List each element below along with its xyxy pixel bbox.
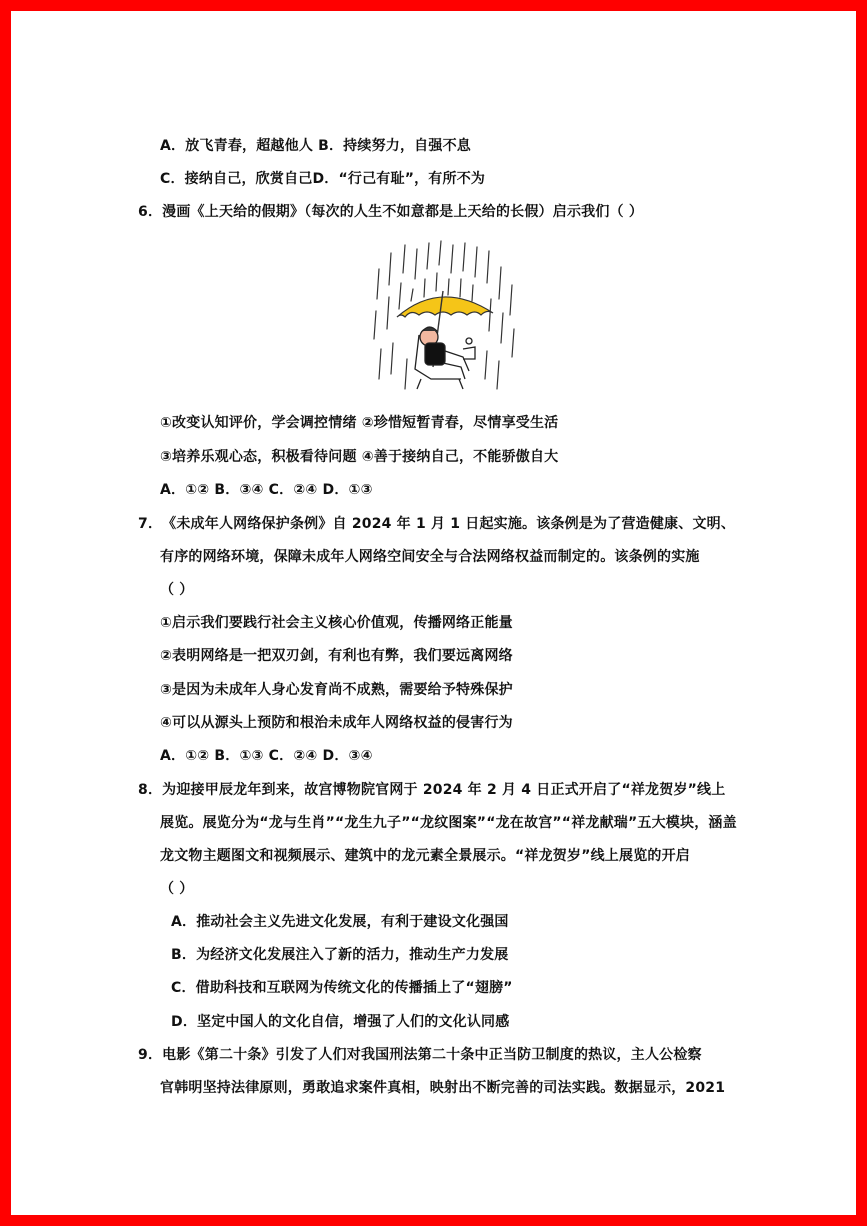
question-6-stem [138,202,643,222]
question-8-stem-line-4: （ ） [160,881,194,897]
question-8-text: 为迎接甲辰龙年到来，故宫博物院官网于 2024 年 2 月 4 日正式开启了“祥龙贺岁”线上 [162,782,726,798]
question-9-text: 电影《第二十条》引发了人们对我国刑法第二十条中正当防卫制度的热议，主人公检察 [162,1047,702,1063]
question-7-stem-line-1 [138,514,735,534]
question-6-text: 漫画《上天给的假期》（每次的人生不如意都是上天给的长假）启示我们（ ） [162,204,644,220]
person-relaxing-icon [415,327,475,389]
question-6-options: A．①② B．③④ C．②④ D．①③ [160,482,373,498]
q5-options-line-2: C．接纳自己，欣赏自己D．“行己有耻”，有所不为 [160,171,486,187]
question-8-stem-line-1 [138,780,725,800]
question-6-items-line-2: ③培养乐观心态，积极看待问题 ④善于接纳自己，不能骄傲自大 [160,449,559,465]
question-7-item-1: ①启示我们要践行社会主义核心价值观，传播网络正能量 [160,615,513,631]
question-7-item-3: ③是因为未成年人身心发育尚不成熟，需要给予特殊保护 [160,682,513,698]
question-7-options: A．①② B．①③ C．②④ D．③④ [160,748,373,764]
question-7-number: 7． [138,516,163,532]
question-8-option-b: B．为经济文化发展注入了新的活力，推动生产力发展 [171,947,509,963]
question-9-number: 9． [138,1047,163,1063]
question-7-stem-line-2: 有序的网络环境，保障未成年人网络空间安全与合法网络权益而制定的。该条例的实施 [160,549,700,565]
question-7-item-2: ②表明网络是一把双刃剑，有利也有弊，我们要远离网络 [160,648,513,664]
q5-options-line-1: A．放飞青春，超越他人 B．持续努力，自强不息 [160,138,471,154]
question-9-stem-line-2: 官韩明坚持法律原则，勇敢追求案件真相，映射出不断完善的司法实践。数据显示，2021 [160,1080,726,1096]
question-7-stem-line-3: （ ） [160,582,194,598]
question-8-stem-line-2: 展览。展览分为“龙与生肖”“龙生九子”“龙纹图案”“龙在故宫”“祥龙献瑞”五大模块，涵盖 [160,815,737,831]
question-7-item-4: ④可以从源头上预防和根治未成年人网络权益的侵害行为 [160,715,513,731]
rain-umbrella-cartoon [371,239,519,399]
question-7-text: 《未成年人网络保护条例》自 2024 年 1 月 1 日起实施。该条例是为了营造健康、文明、 [162,516,736,532]
question-8-option-c: C．借助科技和互联网为传统文化的传播插上了“翅膀” [171,980,513,996]
rain-strokes-icon [374,241,514,389]
question-8-option-d: D．坚定中国人的文化自信，增强了人们的文化认同感 [171,1014,510,1030]
question-8-stem-line-3: 龙文物主题图文和视频展示、建筑中的龙元素全景展示。“祥龙贺岁”线上展览的开启 [160,848,691,864]
question-9-stem-line-1 [138,1045,702,1065]
question-6-items-line-1: ①改变认知评价，学会调控情绪 ②珍惜短暂青春，尽情享受生活 [160,415,559,431]
question-8-number: 8． [138,782,163,798]
question-8-option-a: A．推动社会主义先进文化发展，有利于建设文化强国 [171,914,509,930]
question-6-number: 6． [138,204,163,220]
